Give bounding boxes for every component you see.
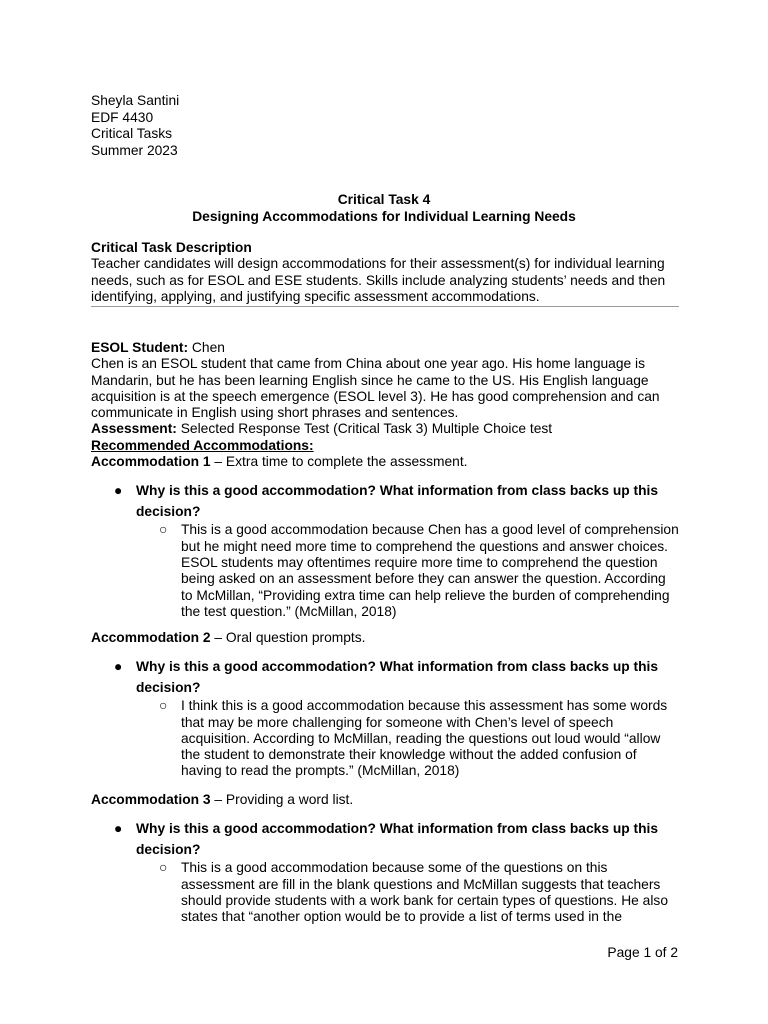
bullet-icon: ● bbox=[114, 659, 123, 675]
accommodation-label: Accommodation 2 bbox=[91, 630, 211, 645]
accommodation-answer bbox=[159, 860, 681, 925]
term: Summer 2023 bbox=[91, 142, 178, 158]
assessment-value: Selected Response Test (Critical Task 3) Multiple Choice test bbox=[176, 421, 553, 437]
assessment-label: Assessment: bbox=[91, 421, 177, 437]
question-text: Why is this a good accommodation? What information from class backs up this decision? bbox=[136, 483, 659, 520]
accommodation-2 bbox=[91, 630, 681, 780]
circle-bullet-icon: ○ bbox=[159, 522, 168, 538]
student-bio: Chen is an ESOL student that came from China about one year ago. His home language is Mandarin, but he has been learning English since he came to the US. His English language acquisition is at the speech emergence (ESOL level 3). He has good comprehension and can communicate in English using short phrases and sentences. bbox=[91, 356, 660, 421]
accommodation-title bbox=[91, 630, 681, 646]
accommodation-answer bbox=[159, 698, 681, 779]
accommodation-3 bbox=[91, 792, 681, 925]
student-label: ESOL Student: bbox=[91, 340, 189, 355]
accommodation-desc: – Providing a word list. bbox=[210, 792, 354, 807]
accommodation-title bbox=[91, 454, 681, 470]
accommodation-title bbox=[91, 792, 681, 808]
accommodation-label: Accommodation 1 bbox=[91, 454, 211, 470]
title-line-2: Designing Accommodations for Individual Learning Needs bbox=[192, 209, 576, 224]
accommodation-question bbox=[114, 818, 676, 860]
title-line-1: Critical Task 4 bbox=[337, 192, 431, 207]
page-number: Page 1 of 2 bbox=[607, 945, 678, 960]
accommodation-desc: – Oral question prompts. bbox=[210, 630, 366, 645]
student-section bbox=[91, 340, 681, 620]
accommodation-answer bbox=[159, 522, 681, 620]
accommodation-1 bbox=[91, 454, 681, 620]
circle-bullet-icon: ○ bbox=[159, 860, 168, 876]
student-line bbox=[91, 340, 681, 356]
question-text: Why is this a good accommodation? What information from class backs up this decision? bbox=[136, 659, 659, 696]
answer-text: This is a good accommodation because some of the questions on this assessment are fill in the blank questions and McMillan suggests that teachers should provide students with a work bank for certain types of questions. He also states that “another option would be to provide a list of terms used in the bbox=[181, 860, 668, 925]
document-title bbox=[0, 191, 768, 225]
answer-text: I think this is a good accommodation because this assessment has some words that may be more challenging for someone with Chen’s level of speech acquisition. According to McMillan, reading the questions out loud would “allow the student to demonstrate their knowledge without the added confusion of having to read the prompts.” (McMillan, 2018) bbox=[181, 698, 668, 779]
author-name: Sheyla Santini bbox=[91, 93, 180, 108]
student-name: Chen bbox=[188, 340, 225, 355]
bullet-icon: ● bbox=[114, 483, 123, 499]
accommodation-question bbox=[114, 480, 676, 522]
document-header bbox=[91, 93, 179, 159]
recommended-heading: Recommended Accommodations: bbox=[91, 437, 314, 453]
assessment-line bbox=[91, 421, 681, 437]
course-code: EDF 4430 bbox=[91, 109, 154, 125]
document-type: Critical Tasks bbox=[91, 126, 173, 141]
accommodation-question bbox=[114, 656, 676, 698]
accommodation-desc: – Extra time to complete the assessment. bbox=[210, 454, 468, 470]
accommodation-label: Accommodation 3 bbox=[91, 792, 211, 807]
answer-text: This is a good accommodation because Chen has a good level of comprehension but he might need more time to comprehend the questions and answer choices. ESOL students may oftentimes require more time to comprehend the question being asked on an assessment before they can answer the question. According to McMillan, “Providing extra time can help relieve the burden of comprehending the test question.” (McMillan, 2018) bbox=[181, 522, 679, 619]
circle-bullet-icon: ○ bbox=[159, 698, 168, 714]
description-body: Teacher candidates will design accommodations for their assessment(s) for individual learning needs, such as for ESOL and ESE students. Skills include analyzing students’ needs and then identifying, applying, and justifying specific assessment accommodations. bbox=[91, 256, 666, 304]
bullet-icon: ● bbox=[114, 821, 123, 837]
description-heading: Critical Task Description bbox=[91, 240, 252, 255]
task-description bbox=[91, 240, 681, 305]
question-text: Why is this a good accommodation? What information from class backs up this decision? bbox=[136, 821, 659, 858]
horizontal-rule bbox=[91, 306, 679, 307]
